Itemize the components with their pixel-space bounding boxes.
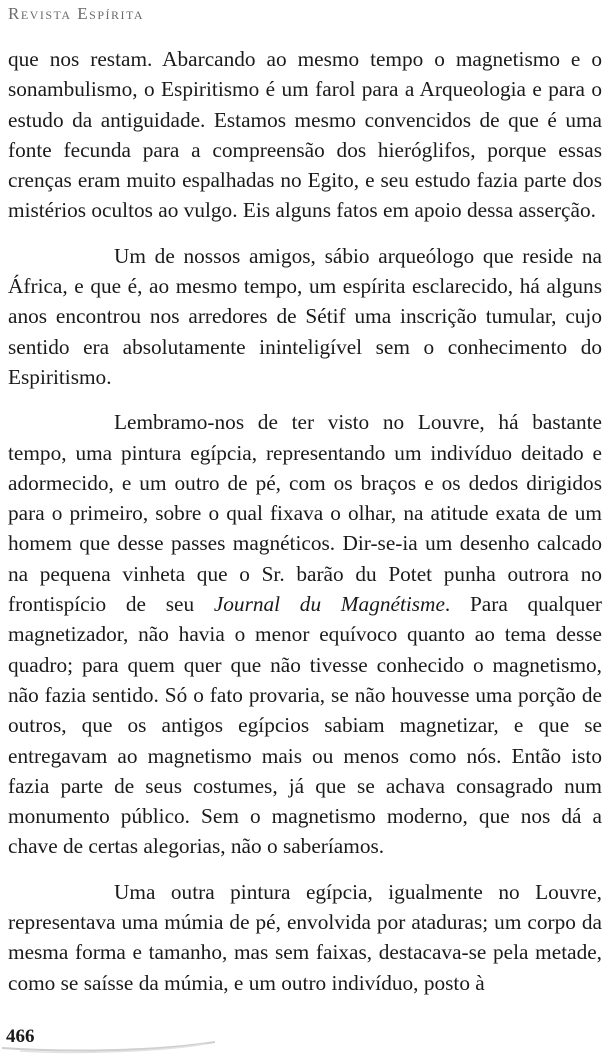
page-number-swoosh (0, 1022, 230, 1054)
paragraph-3 (8, 407, 602, 861)
paragraph-2: Um de nossos amigos, sábio arqueólogo que reside na África, e que é, ao mesmo tempo, um espírita esclarecido, há alguns anos encontrou nos arredores de Sétif uma inscrição tumular, cujo sentido era absolutamente ininteligível sem o conhecimento do Espiritismo. (8, 243, 602, 389)
paragraph-3-text-a: Lembramo-nos de ter visto no Louvre, há bastante tempo, uma pintura egípcia, representando um indivíduo deitado e adormecido, e um outro de pé, com os braços e os dedos dirigidos para o primeiro, sobre o qual fixava o olhar, na atitude exata de um homem que desse passes magnéticos. Dir-se-ia um desenho calcado na pequena vinheta que o Sr. barão du Potet punha outrora no frontispício de seu (8, 410, 602, 617)
page-number: 466 (6, 1026, 35, 1047)
journal-title: Journal du Magnétisme (213, 592, 445, 617)
running-header: Revista Espírita (8, 4, 145, 23)
paragraph-1: que nos restam. Abarcando ao mesmo tempo o magnetismo e o sonambulismo, o Espiritismo é um farol para a Arqueologia e para o estudo da antiguidade. Estamos mesmo convencidos de que é uma fonte fecunda para a compreensão dos hieróglifos, porque essas crenças eram muito espalhadas no Egito, e seu estudo fazia parte dos mistérios ocultos ao vulgo. Eis alguns fatos em apoio dessa asserção. (8, 47, 602, 223)
paragraph-3-text-b: . Para qualquer magnetizador, não havia o menor equívoco quanto ao tema desse quadro; para quem quer que não tivesse conhecido o magnetismo, não fazia sentido. Só o fato provaria, se não houvesse uma porção de outros, que os antigos egípcios sabiam magnetizar, e que se entregavam ao magnetismo mais ou menos como nós. Então isto fazia parte de seus costumes, já que se achava consagrado num monumento público. Sem o magnetismo moderno, que nos dá a chave de certas alegorias, não o saberíamos. (8, 592, 603, 859)
body-text (8, 44, 602, 998)
paragraph-4: Uma outra pintura egípcia, igualmente no Louvre, representava uma múmia de pé, envolvida por ataduras; um corpo da mesma forma e tamanho, mas sem faixas, destacava-se pela metade, como se saísse da múmia, e um outro indivíduo, posto à (8, 879, 602, 995)
